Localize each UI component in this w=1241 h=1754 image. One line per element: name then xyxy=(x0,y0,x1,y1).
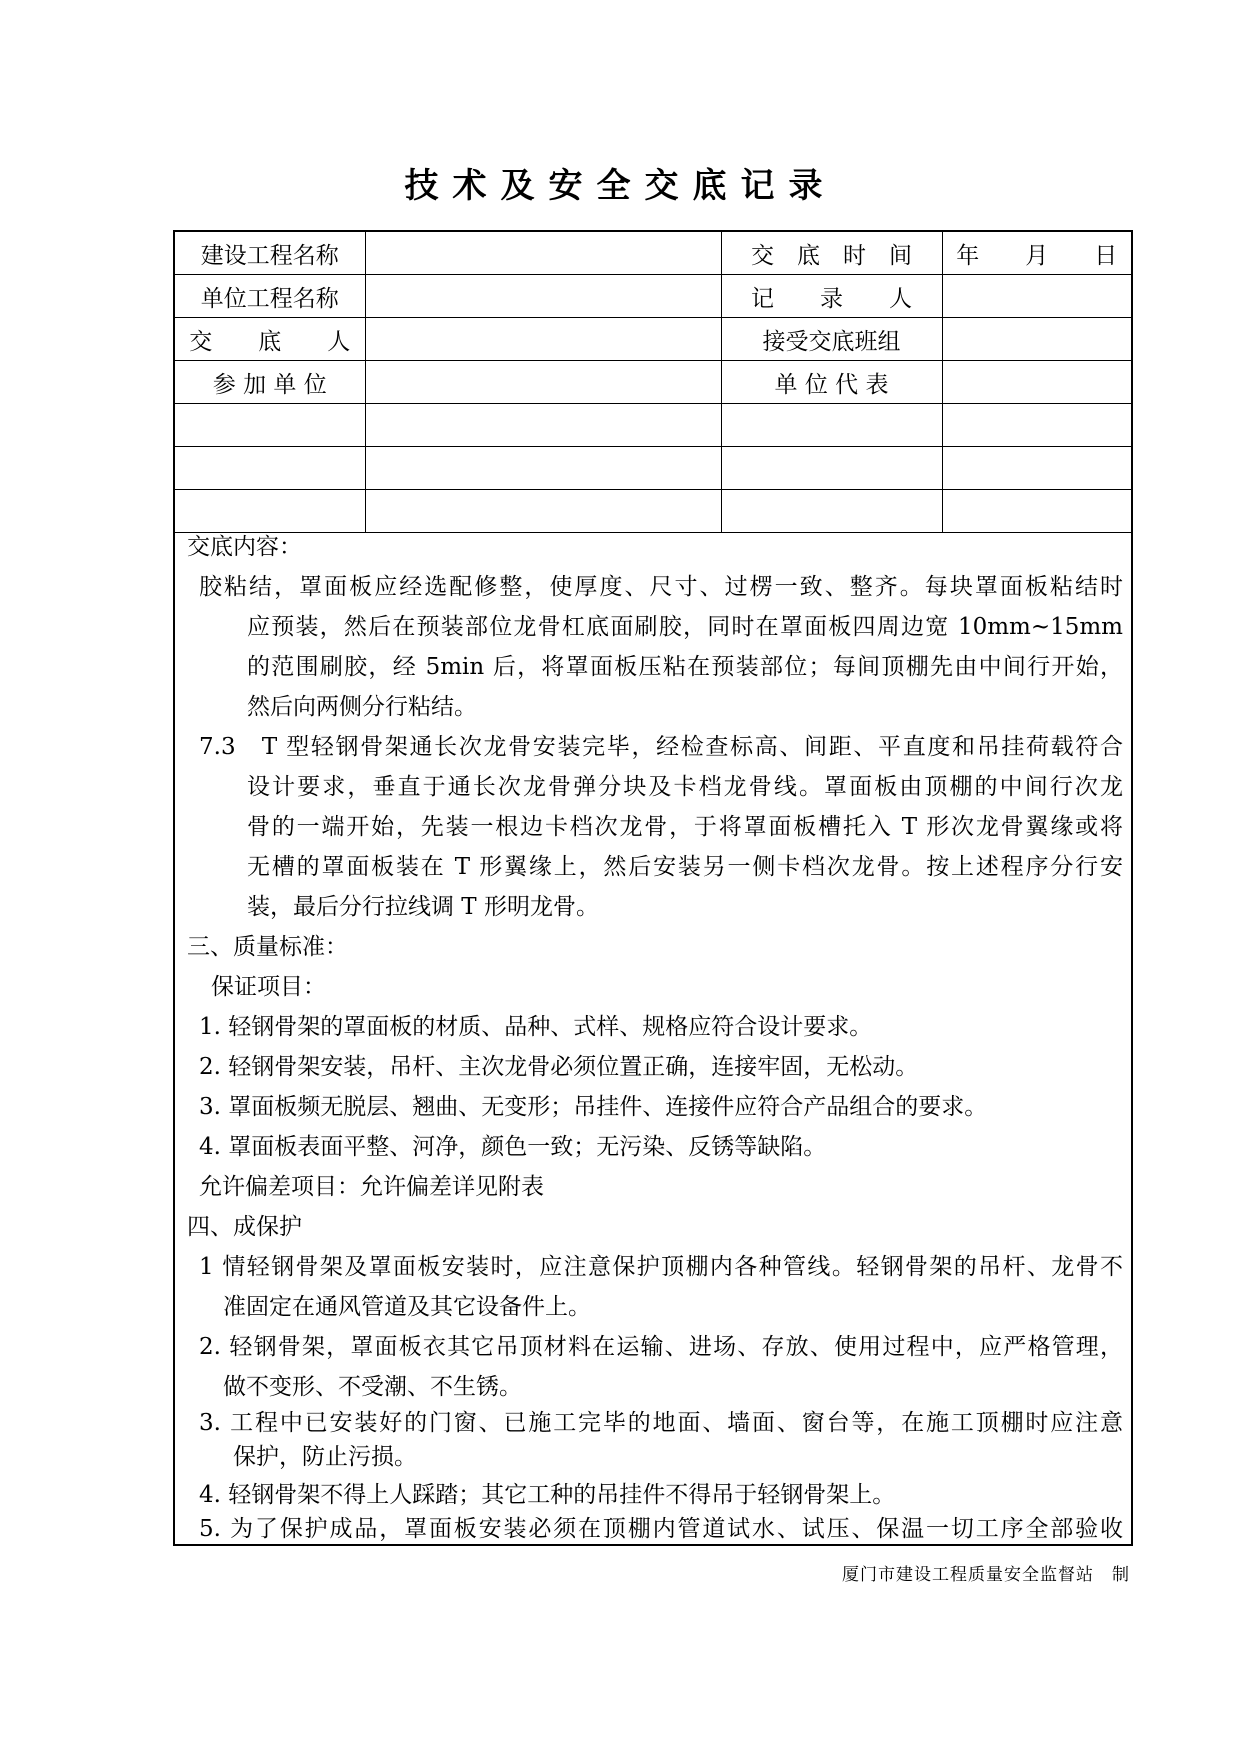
project-name-label: 建设工程名称 xyxy=(175,232,365,275)
date-field[interactable]: 年 月 日 xyxy=(942,232,1131,275)
receiving-team-field[interactable] xyxy=(942,318,1131,361)
content-line: 1. 轻钢骨架的罩面板的材质、品种、式样、规格应符合设计要求。 xyxy=(199,1014,873,1040)
presenter-label: 交 底 人 xyxy=(175,318,365,361)
content-line: 7.3 T 型轻钢骨架通长次龙骨安装完毕，经检查标高、间距、平直度和吊挂荷载符合 xyxy=(199,734,1123,760)
receiving-team-label: 接受交底班组 xyxy=(721,318,942,361)
content-line: 4. 轻钢骨架不得上人踩踏；其它工种的吊挂件不得吊于轻钢骨架上。 xyxy=(199,1482,896,1508)
table-row xyxy=(175,490,1131,533)
table-row xyxy=(175,404,1131,447)
content-line: 3. 工程中已安装好的门窗、已施工完毕的地面、墙面、窗台等，在施工顶棚时应注意 xyxy=(199,1410,1123,1436)
date-label: 交 底 时 间 xyxy=(721,232,942,275)
blank-cell[interactable] xyxy=(175,490,365,533)
blank-cell[interactable] xyxy=(365,404,721,447)
document-title: 技术及安全交底记录 xyxy=(404,166,837,206)
content-line: 2. 轻钢骨架安装，吊杆、主次龙骨必须位置正确，连接牢固，无松动。 xyxy=(199,1054,919,1080)
content-line: 骨的一端开始，先装一根边卡档次龙骨，于将罩面板槽托入 T 形次龙骨翼缘或将 xyxy=(247,814,1123,840)
recorder-field[interactable] xyxy=(942,275,1131,318)
blank-cell[interactable] xyxy=(721,404,942,447)
content-line: 准固定在通风管道及其它设备件上。 xyxy=(223,1294,591,1320)
content-line: 2. 轻钢骨架，罩面板衣其它吊顶材料在运输、进场、存放、使用过程中，应严格管理， xyxy=(199,1334,1123,1360)
blank-cell[interactable] xyxy=(175,404,365,447)
blank-cell[interactable] xyxy=(721,447,942,490)
table-row xyxy=(175,232,1131,275)
content-line: 无槽的罩面板装在 T 形翼缘上，然后安装另一侧卡档次龙骨。按上述程序分行安 xyxy=(247,854,1123,880)
blank-cell[interactable] xyxy=(365,447,721,490)
issuer-footer: 厦门市建设工程质量安全监督站 制 xyxy=(842,1565,1130,1585)
unit-rep-field[interactable] xyxy=(942,361,1131,404)
content-line: 保护，防止污损。 xyxy=(233,1444,417,1470)
unit-project-label: 单位工程名称 xyxy=(175,275,365,318)
table-row xyxy=(175,275,1131,318)
record-form xyxy=(173,230,1133,1546)
content-line: 允许偏差项目：允许偏差详见附表 xyxy=(199,1174,544,1200)
content-line: 4. 罩面板表面平整、河净，颜色一致；无污染、反锈等缺陷。 xyxy=(199,1134,827,1160)
participant-label: 参 加 单 位 xyxy=(175,361,365,404)
table-row xyxy=(175,318,1131,361)
table-row xyxy=(175,447,1131,490)
blank-cell[interactable] xyxy=(942,404,1131,447)
table-row xyxy=(175,361,1131,404)
blank-cell[interactable] xyxy=(942,490,1131,533)
content-heading: 交底内容： xyxy=(187,534,302,560)
content-line: 5. 为了保护成品，罩面板安装必须在顶棚内管道试水、试压、保温一切工序全部验收 xyxy=(199,1516,1123,1542)
header-table xyxy=(175,232,1131,533)
participant-field[interactable] xyxy=(365,361,721,404)
content-line: 然后向两侧分行粘结。 xyxy=(247,694,477,720)
content-line: 做不变形、不受潮、不生锈。 xyxy=(223,1374,522,1400)
content-line: 3. 罩面板频无脱层、翘曲、无变形；吊挂件、连接件应符合产品组合的要求。 xyxy=(199,1094,988,1120)
section-heading: 三、质量标准： xyxy=(187,934,348,960)
blank-cell[interactable] xyxy=(175,447,365,490)
content-line: 设计要求，垂直于通长次龙骨弹分块及卡档龙骨线。罩面板由顶棚的中间行次龙 xyxy=(247,774,1123,800)
unit-project-field[interactable] xyxy=(365,275,721,318)
content-line: 胶粘结，罩面板应经选配修整，使厚度、尺寸、过楞一致、整齐。每块罩面板粘结时 xyxy=(199,574,1123,600)
project-name-field[interactable] xyxy=(365,232,721,275)
blank-cell[interactable] xyxy=(721,490,942,533)
content-line: 应预装，然后在预装部位龙骨杠底面刷胶，同时在罩面板四周边宽 10mm~15mm xyxy=(247,614,1123,640)
content-line: 1 情轻钢骨架及罩面板安装时，应注意保护顶棚内各种管线。轻钢骨架的吊杆、龙骨不 xyxy=(199,1254,1123,1280)
section-heading: 四、成保护 xyxy=(187,1214,302,1240)
blank-cell[interactable] xyxy=(942,447,1131,490)
presenter-field[interactable] xyxy=(365,318,721,361)
subsection-heading: 保证项目： xyxy=(211,974,326,1000)
content-line: 的范围刷胶，经 5min 后，将罩面板压粘在预装部位；每间顶棚先由中间行开始， xyxy=(247,654,1123,680)
unit-rep-label: 单 位 代 表 xyxy=(721,361,942,404)
blank-cell[interactable] xyxy=(365,490,721,533)
content-line: 装，最后分行拉线调 T 形明龙骨。 xyxy=(247,894,599,920)
recorder-label: 记 录 人 xyxy=(721,275,942,318)
